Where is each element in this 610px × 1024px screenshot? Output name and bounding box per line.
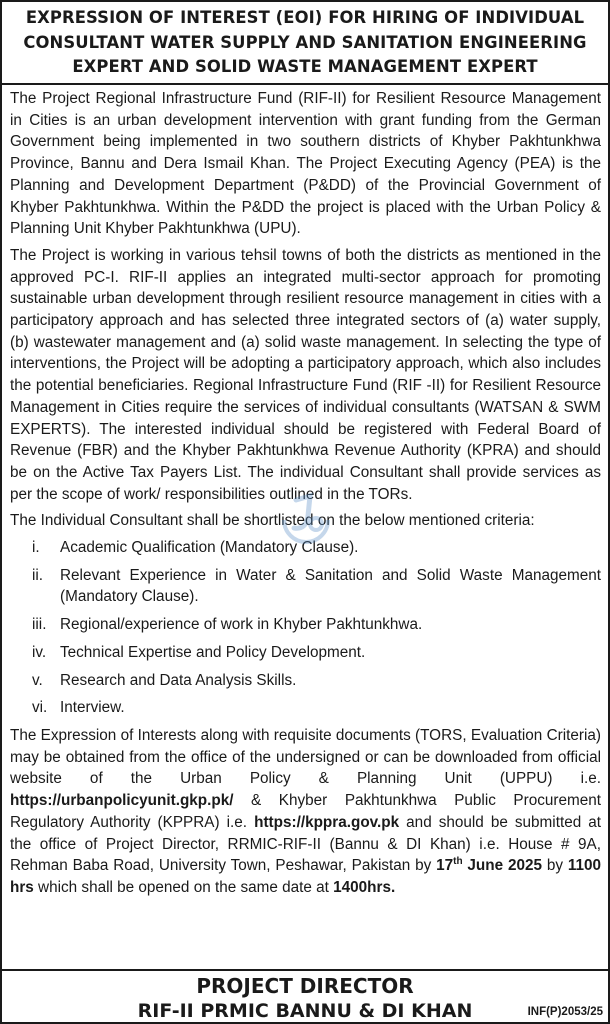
criteria-item	[10, 670, 601, 692]
notice-title-line-2: CONSULTANT WATER SUPPLY AND SANITATION ENGINEERING	[23, 32, 587, 52]
intro-paragraph: The Project Regional Infrastructure Fund (RIF-II) for Resilient Resource Management in Cities is an urban development intervention with grant funding from the German Government being implemented in two southern districts of Khyber Pakhtunkhwa Province, Bannu and Dera Ismail Khan. The Project Executing Agency (PEA) is the Planning and Development Department (P&DD) of the Provincial Government of Khyber Pakhtunkhwa. Within the P&DD the project is placed with the Urban Policy & Planning Unit Khyber Pakhtunkhwa (UPU).	[10, 90, 601, 238]
signatory-office: RIF-II PRMIC BANNU & DI KHAN	[137, 1000, 473, 1022]
signatory-title: PROJECT DIRECTOR	[196, 974, 414, 998]
deadline-time: 1100 hrs	[10, 857, 602, 896]
criteria-number: iv.	[32, 643, 47, 661]
submission-text: and should be submitted at the office of Project Director, RRMIC-RIF-II (Bannu & DI Khan) i.e. House # 9A, Rehman Baba Road, University Town, Peshawar, Pakistan by	[10, 813, 601, 875]
notice-header	[2, 2, 608, 85]
deadline-month-year: June 2025	[462, 857, 542, 875]
criteria-text: Academic Qualification (Mandatory Clause).	[60, 539, 359, 557]
publisher-watermark-logo	[278, 490, 334, 550]
deadline-day: 17	[436, 857, 454, 875]
criteria-text: Research and Data Analysis Skills.	[60, 671, 297, 689]
criteria-number: v.	[32, 671, 43, 689]
criteria-text: Interview.	[60, 699, 125, 717]
signature-block	[2, 969, 608, 1023]
criteria-intro: The Individual Consultant shall be shortlisted on the below mentioned criteria:	[10, 512, 535, 530]
criteria-number: vi.	[32, 699, 48, 717]
submission-text: which shall be opened on the same date at	[33, 878, 334, 896]
criteria-list	[10, 537, 601, 719]
submission-text: The Expression of Interests along with requisite documents (TORS, Evaluation Criteria) may be obtained from the office of the undersigned or can be downloaded from official website of the Urban Policy & Planning Unit (UPPU) i.e.	[10, 726, 601, 788]
notice-title-line-3: EXPERT AND SOLID WASTE MANAGEMENT EXPERT	[72, 57, 538, 76]
criteria-item	[10, 565, 601, 608]
criteria-item	[10, 614, 601, 636]
deadline-date	[436, 857, 542, 874]
criteria-text: Regional/experience of work in Khyber Pakhtunkhwa.	[60, 616, 423, 634]
criteria-number: i.	[32, 539, 40, 557]
criteria-item	[10, 642, 601, 664]
kppra-website-link[interactable]: https://kppra.gov.pk	[254, 813, 400, 831]
submission-text: by	[542, 857, 568, 875]
criteria-number: iii.	[32, 616, 47, 634]
criteria-text: Technical Expertise and Policy Development.	[60, 643, 366, 661]
criteria-text: Relevant Experience in Water & Sanitation and Solid Waste Management (Mandatory Clause).	[60, 566, 601, 606]
submission-paragraph	[10, 725, 601, 899]
opening-time: 1400hrs.	[333, 878, 396, 896]
project-paragraph: The Project is working in various tehsil towns of both the districts as mentioned in the approved PC-I. RIF-II applies an integrated multi-sector approach for promoting sustainable urban development through resilient resource management in cities with a participatory approach and has selected three integrated sectors of (a) water supply, (b) wastewater management and (a) solid waste management. In selecting the type of interventions, the Project will be adopting a participatory approach, which also includes the potential beneficiaries. Regional Infrastructure Fund (RIF -II) for Resilient Resource Management in Cities require the services of individual consultants (WATSAN & SWM EXPERTS). The interested individual should be registered with Federal Board of Revenue (FBR) and the Khyber Pakhtunkhwa Revenue Authority (KPRA) and should be on the Active Tax Payers List. The individual Consultant shall provide services as per the scope of work/ responsibilities outlined in the TORs.	[10, 246, 601, 503]
reference-number: INF(P)2053/25	[527, 1006, 603, 1018]
submission-text: & Khyber Pakhtunkhwa Public Procurement Regulatory Authority (KPPRA) i.e.	[10, 792, 601, 831]
criteria-item	[10, 697, 601, 719]
criteria-number: ii.	[32, 566, 44, 584]
uppu-website-link[interactable]: https://urbanpolicyunit.gkp.pk/	[10, 792, 234, 810]
deadline-day-suffix: th	[453, 856, 463, 868]
notice-title-line-1: EXPRESSION OF INTEREST (EOI) FOR HIRING OF INDIVIDUAL	[25, 8, 585, 27]
